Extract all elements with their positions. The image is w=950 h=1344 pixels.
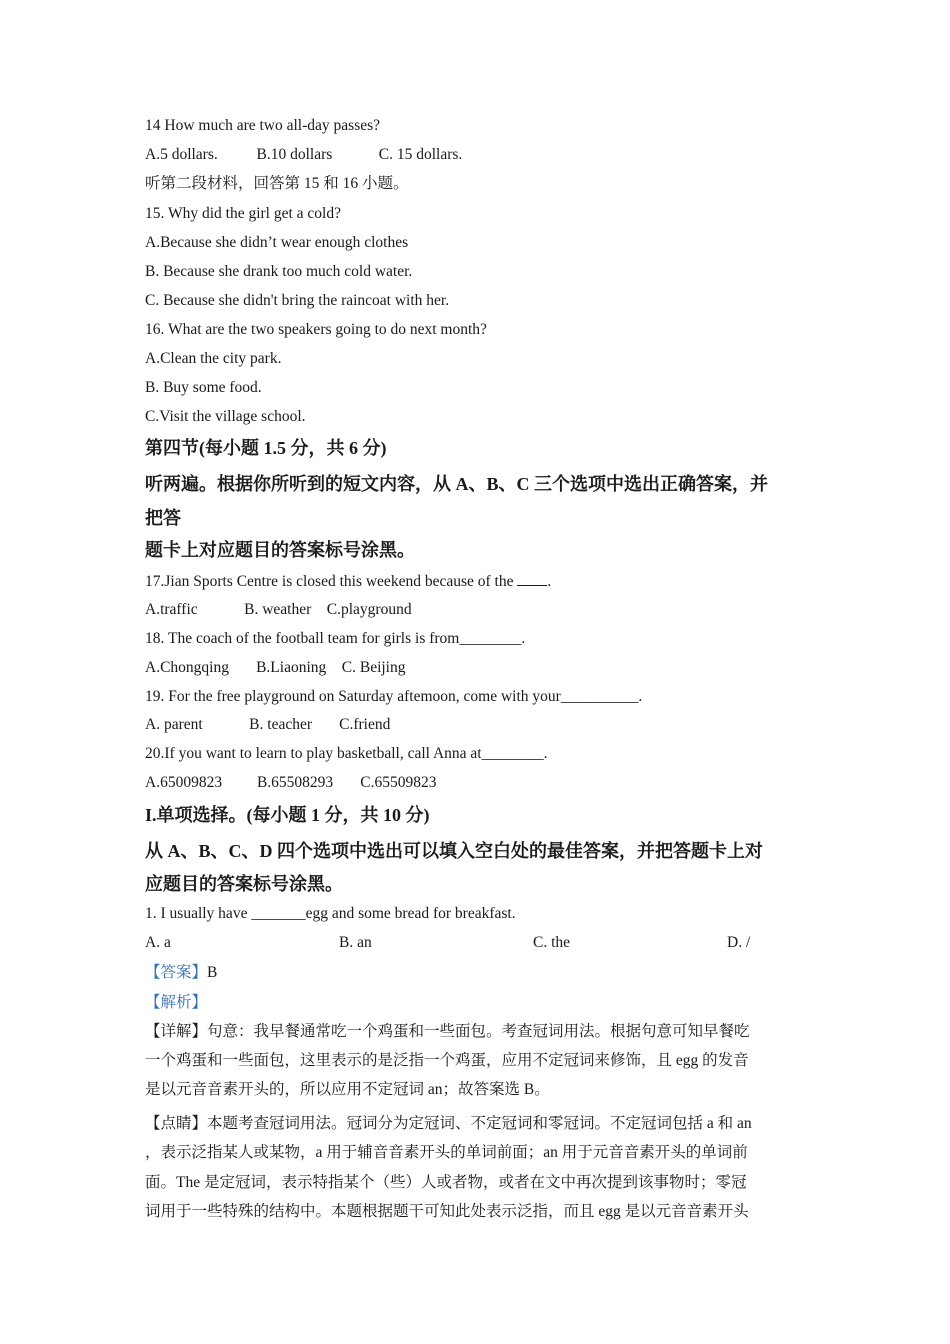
question-17-options: A.traffic B. weather C.playground: [145, 601, 412, 618]
question-17-blank: [517, 571, 547, 586]
question-16: 16. What are the two speakers going to do next month?: [145, 321, 487, 338]
part-1-instruction-line-2: 应题目的答案标号涂黑。: [145, 874, 343, 894]
question-17: [145, 571, 551, 592]
answer-line: [145, 963, 217, 983]
part-4-instruction-line-1: 听两遍。根据你所听到的短文内容，从 A、B、C 三个选项中选出正确答案，并: [145, 474, 769, 494]
point-line-1: 【点睛】本题考查冠词用法。冠词分为定冠词、不定冠词和零冠词。不定冠词包括 a 和 an: [145, 1115, 752, 1132]
question-19: 19. For the free playground on Saturday aftemoon, come with your__________.: [145, 688, 643, 705]
detail-line-1: 【详解】句意：我早餐通常吃一个鸡蛋和一些面包。考查冠词用法。根据句意可知早餐吃: [145, 1023, 750, 1040]
part-1-title: I.单项选择。(每小题 1 分，共 10 分): [145, 805, 430, 825]
part-4-instruction-line-2: 把答: [145, 508, 181, 528]
question-17-text: 17.Jian Sports Centre is closed this weekend because of the: [145, 573, 518, 590]
question-20-options: A.65009823 B.65508293 C.65509823: [145, 774, 437, 791]
question-17-end: .: [547, 573, 552, 590]
question-18-options: A.Chongqing B.Liaoning C. Beijing: [145, 659, 406, 676]
point-line-4: 词用于一些特殊的结构中。本题根据题干可知此处表示泛指，而且 egg 是以元音音素开头: [145, 1203, 749, 1220]
question-1-option-b: B. an: [339, 934, 372, 951]
question-15: 15. Why did the girl get a cold?: [145, 205, 341, 222]
analysis-tag: 【解析】: [145, 994, 208, 1011]
answer-tag: 【答案】: [145, 964, 208, 981]
part-4-instruction-line-3: 题卡上对应题目的答案标号涂黑。: [145, 540, 415, 560]
question-15-option-b: B. Because she drank too much cold water.: [145, 263, 413, 280]
question-14: 14 How much are two all-day passes?: [145, 117, 381, 134]
detail-line-2: 一个鸡蛋和一些面包，这里表示的是泛指一个鸡蛋，应用不定冠词来修饰，且 egg 的发音: [145, 1052, 749, 1069]
question-16-option-b: B. Buy some food.: [145, 379, 262, 396]
question-15-option-a: A.Because she didn’t wear enough clothes: [145, 234, 409, 251]
question-1-options: [145, 933, 825, 953]
part-4-title: 第四节(每小题 1.5 分，共 6 分): [145, 438, 387, 458]
detail-line-3: 是以元音音素开头的，所以应用不定冠词 an；故答案选 B。: [145, 1081, 550, 1098]
question-15-option-c: C. Because she didn't bring the raincoat with her.: [145, 292, 450, 309]
question-14-options: A.5 dollars. B.10 dollars C. 15 dollars.: [145, 146, 463, 163]
answer-value: B: [207, 964, 218, 981]
point-line-2: ，表示泛指某人或某物，a 用于辅音音素开头的单词前面；an 用于元音音素开头的单词前: [145, 1144, 748, 1161]
question-19-options: A. parent B. teacher C.friend: [145, 716, 391, 733]
question-16-option-c: C.Visit the village school.: [145, 408, 306, 425]
question-1-option-d: D. /: [727, 934, 751, 951]
part-1-instruction-line-1: 从 A、B、C、D 四个选项中选出可以填入空白处的最佳答案，并把答题卡上对: [145, 841, 763, 861]
question-1-option-c: C. the: [533, 934, 571, 951]
question-1: 1. I usually have _______egg and some bread for breakfast.: [145, 905, 516, 922]
point-line-3: 面。The 是定冠词，表示特指某个（些）人或者物，或者在文中再次提到该事物时；零冠: [145, 1174, 747, 1191]
question-16-option-a: A.Clean the city park.: [145, 350, 282, 367]
section-2-intro: 听第二段材料，回答第 15 和 16 小题。: [145, 175, 409, 192]
question-20: 20.If you want to learn to play basketball, call Anna at________.: [145, 745, 548, 762]
question-18: 18. The coach of the football team for girls is from________.: [145, 630, 526, 647]
question-1-option-a: A. a: [145, 934, 171, 951]
